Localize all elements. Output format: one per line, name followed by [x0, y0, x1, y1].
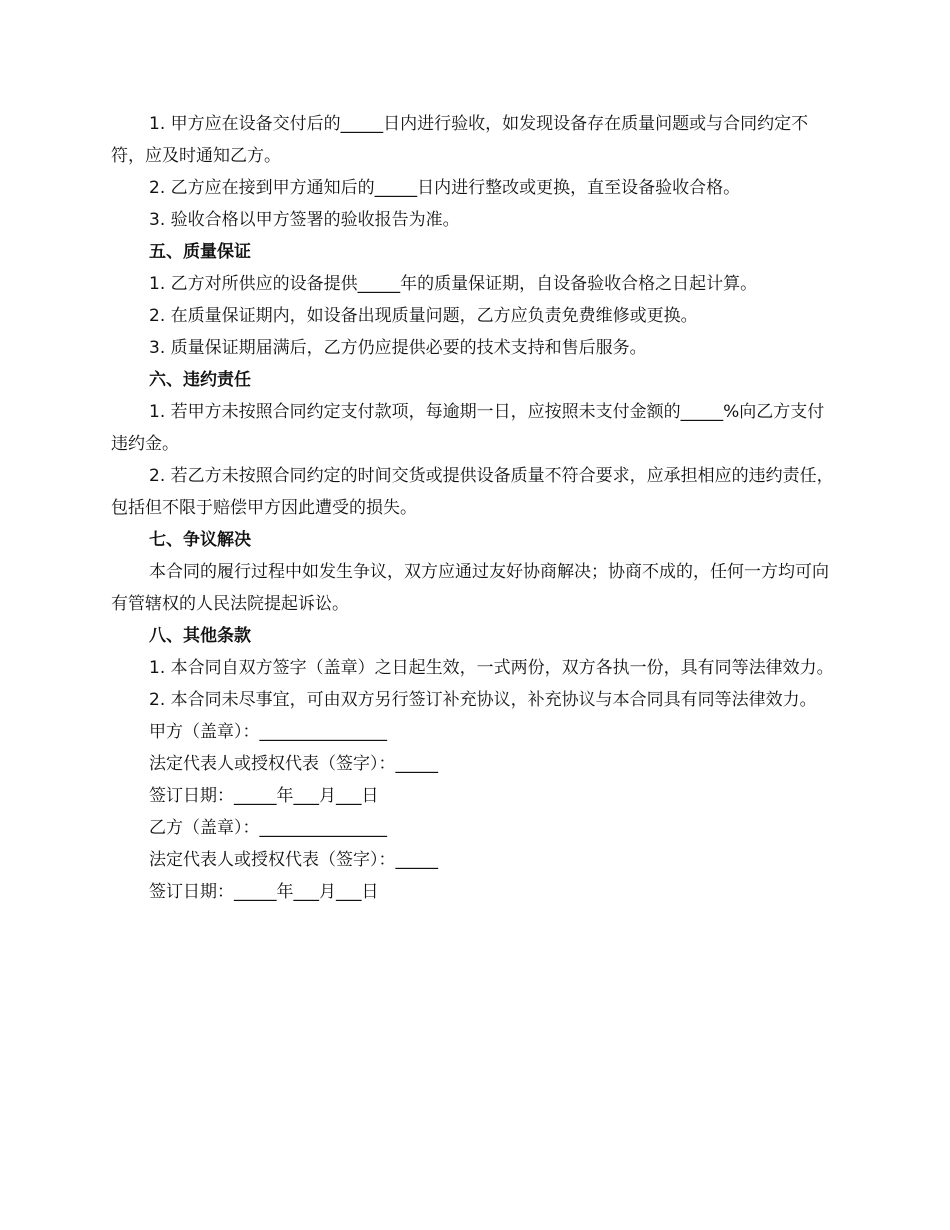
dispute-clause: 本合同的履行过程中如发生争议，双方应通过友好协商解决；协商不成的，任何一方均可向有管辖权的人民法院提起诉讼。 — [111, 562, 829, 614]
acceptance-clause-2: 2. 乙方应在接到甲方通知后的_____日内进行整改或更换，直至设备验收合格。 — [149, 178, 741, 198]
section-heading-liability: 六、违约责任 — [149, 370, 251, 390]
quality-clause-3: 3. 质量保证期届满后，乙方仍应提供必要的技术支持和售后服务。 — [149, 338, 647, 358]
quality-clause-1: 1. 乙方对所供应的设备提供_____年的质量保证期，自设备验收合格之日起计算。 — [149, 274, 758, 294]
party-a-seal-line: 甲方（盖章）：_______________ — [149, 722, 387, 742]
acceptance-clause-3: 3. 验收合格以甲方签署的验收报告为准。 — [149, 210, 460, 230]
party-b-seal-line: 乙方（盖章）：_______________ — [149, 818, 387, 838]
section-heading-dispute: 七、争议解决 — [149, 530, 251, 550]
quality-clause-2: 2. 在质量保证期内，如设备出现质量问题，乙方应负责免费维修或更换。 — [149, 306, 698, 326]
party-a-date-line: 签订日期：_____年___月___日 — [149, 786, 379, 806]
other-clause-2: 2. 本合同未尽事宜，可由双方另行签订补充协议，补充协议与本合同具有同等法律效力。 — [149, 690, 817, 710]
signature-block — [111, 716, 841, 908]
party-b-date-line: 签订日期：_____年___月___日 — [149, 882, 379, 902]
liability-clause-2: 2. 若乙方未按照合同约定的时间交货或提供设备质量不符合要求，应承担相应的违约责任，包括但不限于赔偿甲方因此遭受的损失。 — [111, 466, 834, 518]
document-page — [111, 108, 841, 908]
party-b-representative-line: 法定代表人或授权代表（签字）：_____ — [149, 850, 438, 870]
other-clause-1: 1. 本合同自双方签字（盖章）之日起生效，一式两份，双方各执一份，具有同等法律效力。 — [149, 658, 834, 678]
acceptance-clause-1: 1. 甲方应在设备交付后的_____日内进行验收，如发现设备存在质量问题或与合同约定不符，应及时通知乙方。 — [111, 114, 809, 166]
liability-clause-1: 1. 若甲方未按照合同约定支付款项，每逾期一日，应按照未支付金额的_____%向乙方支付违约金。 — [111, 402, 825, 454]
section-heading-quality: 五、质量保证 — [149, 242, 251, 262]
section-heading-other: 八、其他条款 — [149, 626, 251, 646]
party-a-representative-line: 法定代表人或授权代表（签字）：_____ — [149, 754, 438, 774]
